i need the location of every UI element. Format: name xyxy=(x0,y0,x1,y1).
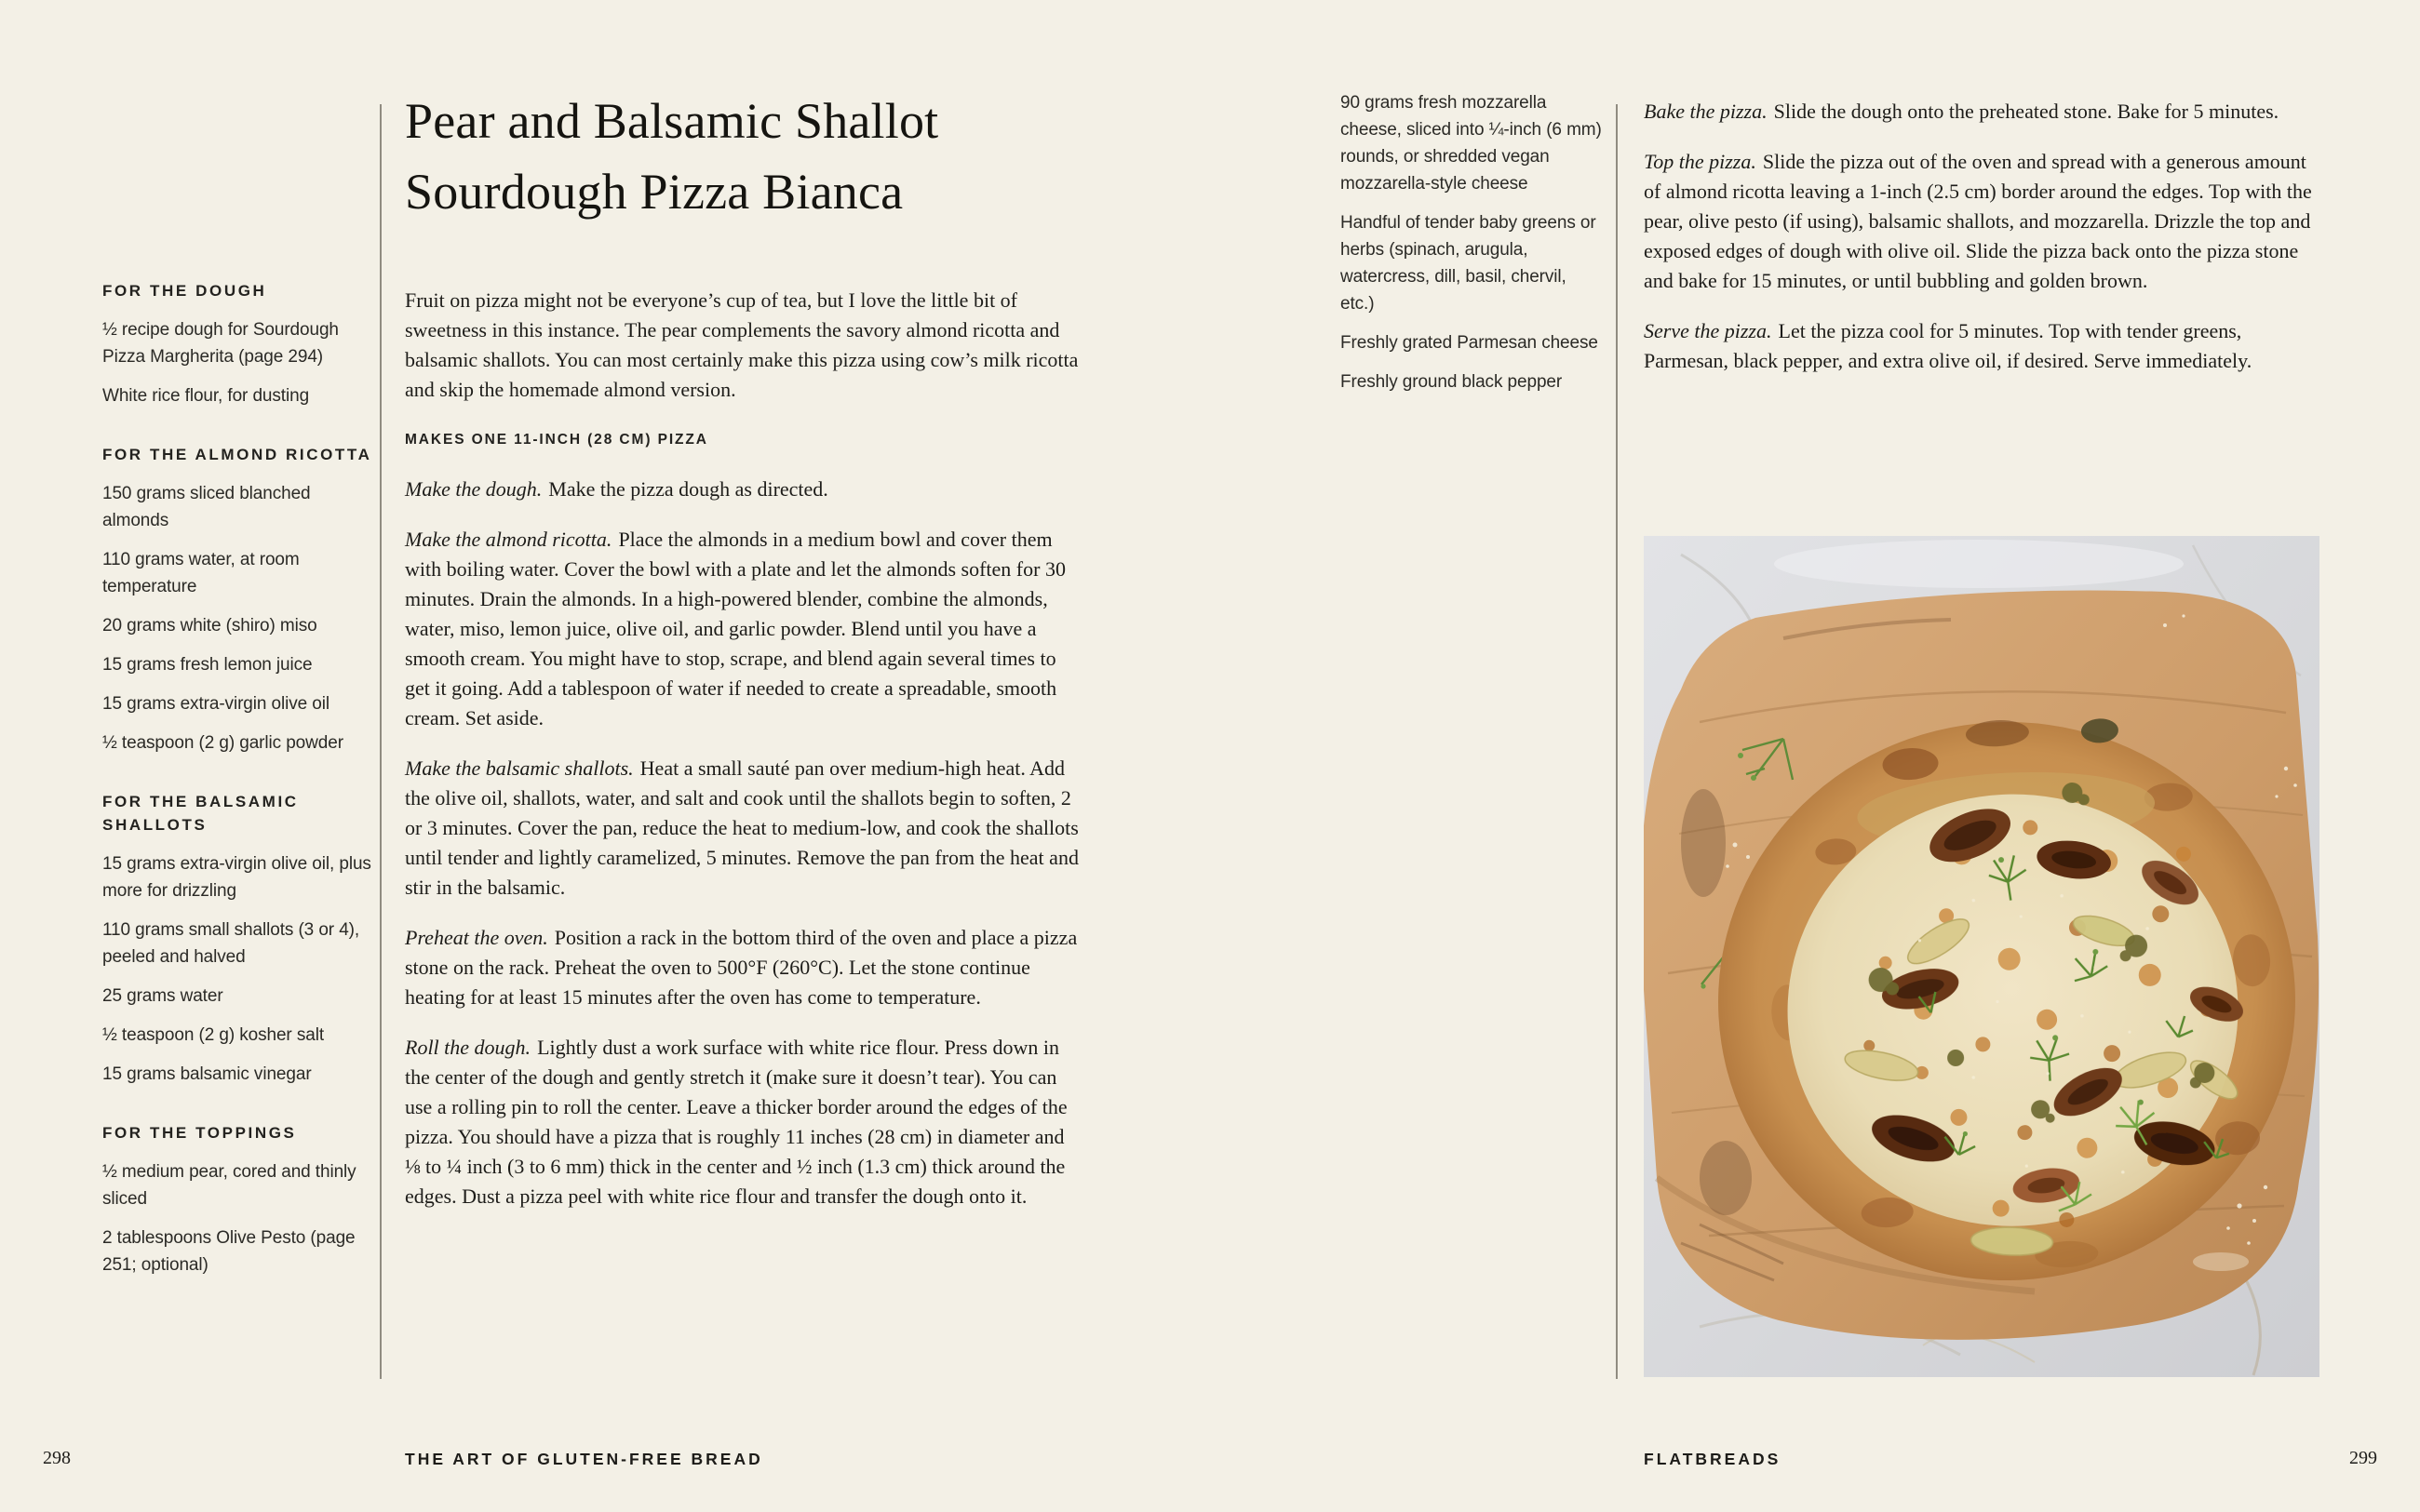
ingredient-group-dough xyxy=(102,279,379,409)
ingredient: 15 grams extra-virgin olive oil, plus more for drizzling xyxy=(102,854,371,901)
ingredient: 20 grams white (shiro) miso xyxy=(102,616,317,636)
ingredient: ½ recipe dough for Sourdough Pizza Margherita (page 294) xyxy=(102,320,339,367)
ingredient: 25 grams water xyxy=(102,986,223,1006)
step-lead: Bake the pizza. xyxy=(1644,100,1768,123)
step-serve-pizza xyxy=(1644,316,2327,376)
recipe-title-line1: Pear and Balsamic Shallot xyxy=(405,93,939,149)
step-body: Make the pizza dough as directed. xyxy=(548,477,828,501)
page-number-left: 298 xyxy=(43,1448,71,1468)
step-body: Heat a small sauté pan over medium-high heat. Add the olive oil, shallots, water, and salt and cook until the shallots begin to soften, 2 or 3 minutes. Cover the pan, reduce the heat to medium-low, and cook the shallots until tender and lightly caramelized, 5 minutes. Remove the pan from the heat and stir in the balsamic. xyxy=(405,756,1079,899)
ingredient: 15 grams balsamic vinegar xyxy=(102,1064,312,1084)
step-top-pizza xyxy=(1644,147,2327,296)
ingredient-group-toppings xyxy=(102,1121,379,1278)
step-body: Lightly dust a work surface with white rice flour. Press down in the center of the dough and gently stretch it (make sure it doesn’t tear). You can use a rolling pin to roll the center. Leave a thicker border around the edges of the pizza. You should have a pizza that is roughly 11 inches (28 cm) in diameter and ⅛ to ¼ inch (3 to 6 mm) thick in the center and ½ inch (1.3 cm) thick around the edges. Dust a pizza peel with white rice flour and transfer the dough onto it. xyxy=(405,1036,1068,1208)
recipe-main-column xyxy=(405,286,1080,1232)
ingredient: ½ teaspoon (2 g) garlic powder xyxy=(102,733,343,753)
ingredient: 15 grams fresh lemon juice xyxy=(102,655,313,675)
step-body: Place the almonds in a medium bowl and cover them with boiling water. Cover the bowl with a plate and let the almonds soften for 30 minutes. Drain the almonds. In a high-powered blender, combine the almonds, water, miso, lemon juice, olive oil, and garlic powder. Blend until you have a smooth cream. You might have to stop, scrape, and blend again several times to get it going. Add a tablespoon of water if needed to create a spreadable, smooth cream. Set aside. xyxy=(405,528,1066,729)
step-body: Let the pizza cool for 5 minutes. Top with tender greens, Parmesan, black pepper, and extra olive oil, if desired. Serve immediately. xyxy=(1644,319,2252,372)
recipe-title xyxy=(405,86,1094,227)
step-make-dough xyxy=(405,475,1080,504)
step-lead: Make the balsamic shallots. xyxy=(405,756,634,780)
ingredient-group-title: FOR THE TOPPINGS xyxy=(102,1124,297,1142)
recipe-intro: Fruit on pizza might not be everyone’s cup of tea, but I love the little bit of sweetness in this instance. The pear complements the savory almond ricotta and balsamic shallots. You can most certainly make this pizza using cow’s milk ricotta and skip the homemade almond version. xyxy=(405,288,1079,401)
step-lead: Make the almond ricotta. xyxy=(405,528,612,551)
ingredient: ½ teaspoon (2 g) kosher salt xyxy=(102,1025,325,1045)
running-footer-chapter: FLATBREADS xyxy=(1644,1450,1781,1468)
ingredient-group-title: FOR THE BALSAMIC SHALLOTS xyxy=(102,793,299,834)
step-make-almond-ricotta xyxy=(405,525,1080,733)
ingredients-sidebar xyxy=(102,279,379,1312)
step-lead: Roll the dough. xyxy=(405,1036,531,1059)
pizza-photo xyxy=(1644,536,2319,1377)
step-lead: Preheat the oven. xyxy=(405,926,548,949)
ingredient: Handful of tender baby greens or herbs (spinach, arugula, watercress, dill, basil, chervil, etc.) xyxy=(1340,213,1596,314)
step-make-balsamic-shallots xyxy=(405,754,1080,903)
step-body: Position a rack in the bottom third of the oven and place a pizza stone on the rack. Preheat the oven to 500°F (260°C). Let the stone continue heating for at least 15 minutes after the oven has come to temperature. xyxy=(405,926,1078,1009)
ingredient: 15 grams extra-virgin olive oil xyxy=(102,694,329,714)
step-lead: Top the pizza. xyxy=(1644,150,1756,173)
recipe-title-line2: Sourdough Pizza Bianca xyxy=(405,164,904,220)
ingredient: ½ medium pear, cored and thinly sliced xyxy=(102,1162,356,1209)
left-column-rule xyxy=(380,104,382,1379)
step-preheat-oven xyxy=(405,923,1080,1012)
ingredient-group-balsamic-shallots xyxy=(102,790,379,1088)
ingredients-continued xyxy=(1340,89,1603,408)
page-number-right: 299 xyxy=(2349,1448,2377,1468)
ingredient-group-almond-ricotta xyxy=(102,443,379,756)
ingredient: Freshly grated Parmesan cheese xyxy=(1340,333,1598,353)
ingredient: 110 grams small shallots (3 or 4), peeled and halved xyxy=(102,920,360,967)
recipe-steps-right xyxy=(1644,97,2327,396)
pizza-photo-art xyxy=(1644,536,2319,1377)
ingredient: 2 tablespoons Olive Pesto (page 251; optional) xyxy=(102,1228,356,1275)
step-roll-dough xyxy=(405,1033,1080,1211)
right-column-rule xyxy=(1616,104,1618,1379)
ingredient: 90 grams fresh mozzarella cheese, sliced into ¼-inch (6 mm) rounds, or shredded vegan mozzarella-style cheese xyxy=(1340,93,1602,194)
recipe-yield: MAKES ONE 11-INCH (28 CM) PIZZA xyxy=(405,432,708,448)
step-lead: Serve the pizza. xyxy=(1644,319,1772,342)
step-lead: Make the dough. xyxy=(405,477,543,501)
step-bake-pizza xyxy=(1644,97,2327,127)
ingredient: Freshly ground black pepper xyxy=(1340,372,1563,392)
ingredient-group-title: FOR THE ALMOND RICOTTA xyxy=(102,446,372,463)
step-body: Slide the pizza out of the oven and spread with a generous amount of almond ricotta leaving a 1-inch (2.5 cm) border around the edges. Top with the pear, olive pesto (if using), balsamic shallots, and mozzarella. Drizzle the top and exposed edges of dough with olive oil. Slide the pizza back onto the pizza stone and bake for 15 minutes, or until bubbling and golden brown. xyxy=(1644,150,2312,292)
ingredient: 150 grams sliced blanched almonds xyxy=(102,484,311,530)
running-footer-book-title: THE ART OF GLUTEN-FREE BREAD xyxy=(405,1450,763,1468)
step-body: Slide the dough onto the preheated stone. Bake for 5 minutes. xyxy=(1773,100,2279,123)
ingredient: White rice flour, for dusting xyxy=(102,386,310,406)
ingredient: 110 grams water, at room temperature xyxy=(102,550,300,596)
ingredient-group-title: FOR THE DOUGH xyxy=(102,282,267,300)
